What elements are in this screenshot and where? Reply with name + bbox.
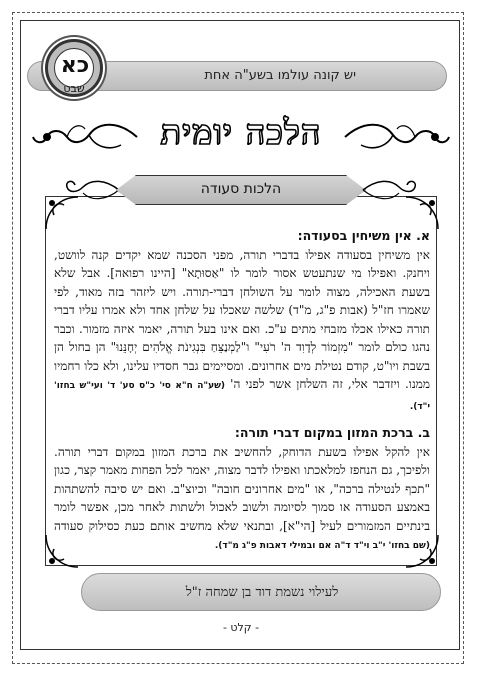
date-month: שבט <box>63 82 85 95</box>
paragraph <box>54 424 430 556</box>
section-title: הלכות סעודה <box>200 181 282 197</box>
paragraph-body: אין להקל אפילו בשעת הדוחק, להחשיב את ברכת המזון במקום דברי תורה. ולפיכך, גם הנחפז למלאכתו ואפילו לדבר מצוה, יאמר לכל הפחות מאמר קצר, כגון "תכף לנטילה ברכה", או "מים אחרונים חובה" וכיוצ"ב. ואם יש סיבה להשתהות באמצע הסעודה או סמוך לסיומה ולשוב לאכול ולשתות לאחר מכן, אפשר לומר בינתיים המזמורים לעיל [הי"א], ובתנאי שלא מחשיב אותם כעת כסילוק סעודה <box>54 444 430 533</box>
ribbon-scroll-right-icon <box>361 177 421 203</box>
ribbon-scroll-left-icon <box>61 177 121 203</box>
header-strip-text: יש קונה עולמו בשע"ה אחת <box>204 68 356 83</box>
halacha-text <box>54 227 430 564</box>
date-day: כא <box>60 53 90 78</box>
section-header <box>21 171 461 211</box>
paragraph-heading: א. אין משיחין בסעודה: <box>297 228 430 243</box>
page <box>20 20 460 650</box>
dedication-banner <box>81 573 441 611</box>
dedication-text: לעילוי נשמת דוד בן שמחה ז"ל <box>185 585 339 600</box>
date-badge <box>45 39 103 97</box>
paragraph <box>54 227 430 416</box>
page-title: הלכה יומית <box>160 113 322 153</box>
flourish-right-icon <box>343 117 453 157</box>
title-area <box>21 111 461 161</box>
paragraph-heading: ב. ברכת המזון במקום דברי תורה: <box>234 425 430 440</box>
paragraph-source: (שם בחזו' י"ב וי"ד ד"ה אם ובמילי דאבות פ"ג מ"ד). <box>214 541 430 551</box>
paragraph-source: (שע"ה ח"א סי' כ"ס סע' ד' ועי"ש בחזו' י"ד). <box>54 381 430 412</box>
page-number: - קלט - <box>222 621 260 634</box>
paragraph-body: אין משיחין בסעודה אפילו בדברי תורה, מפני הסכנה שמא יקדים קנה לוושט, ויחנק. ואפילו מי שנתעטש אסור לומר לו "אַסוּתָא" [היינו רפואה]. אבל שלא בשעת האכילה, מצוה לומר על השולחן דברי-תורה. ויש ליזהר בזה מאוד, לפי שאמרו חז"ל (אבות פ"ג, מ"ד) שלשה שאכלו על שלחן אחד ולא אמרו עליו דברי תורה כאילו אכלו מזבחי מתים ע"כ. ואם אינו בעל תורה, יאמר איזה מזמור. וכבר נהגו כולם לומר "מִזְמוֹר לְדָוִד ה' רֹעִי" ו"לַמְנַצֵּחַ בִּנְגִינֹת אֱלֹהִים יְחָנֵּנוּ" הן בחול הן בשבת ויו"ט, קודם נטילת מים אחרונים. ומסיימים גבר חסדיו עלינו, ולא כלו רחמיו ממנו. ויזדבר אלי, זה השלחן אשר לפני ה' <box>54 247 431 391</box>
content-box <box>45 196 437 566</box>
